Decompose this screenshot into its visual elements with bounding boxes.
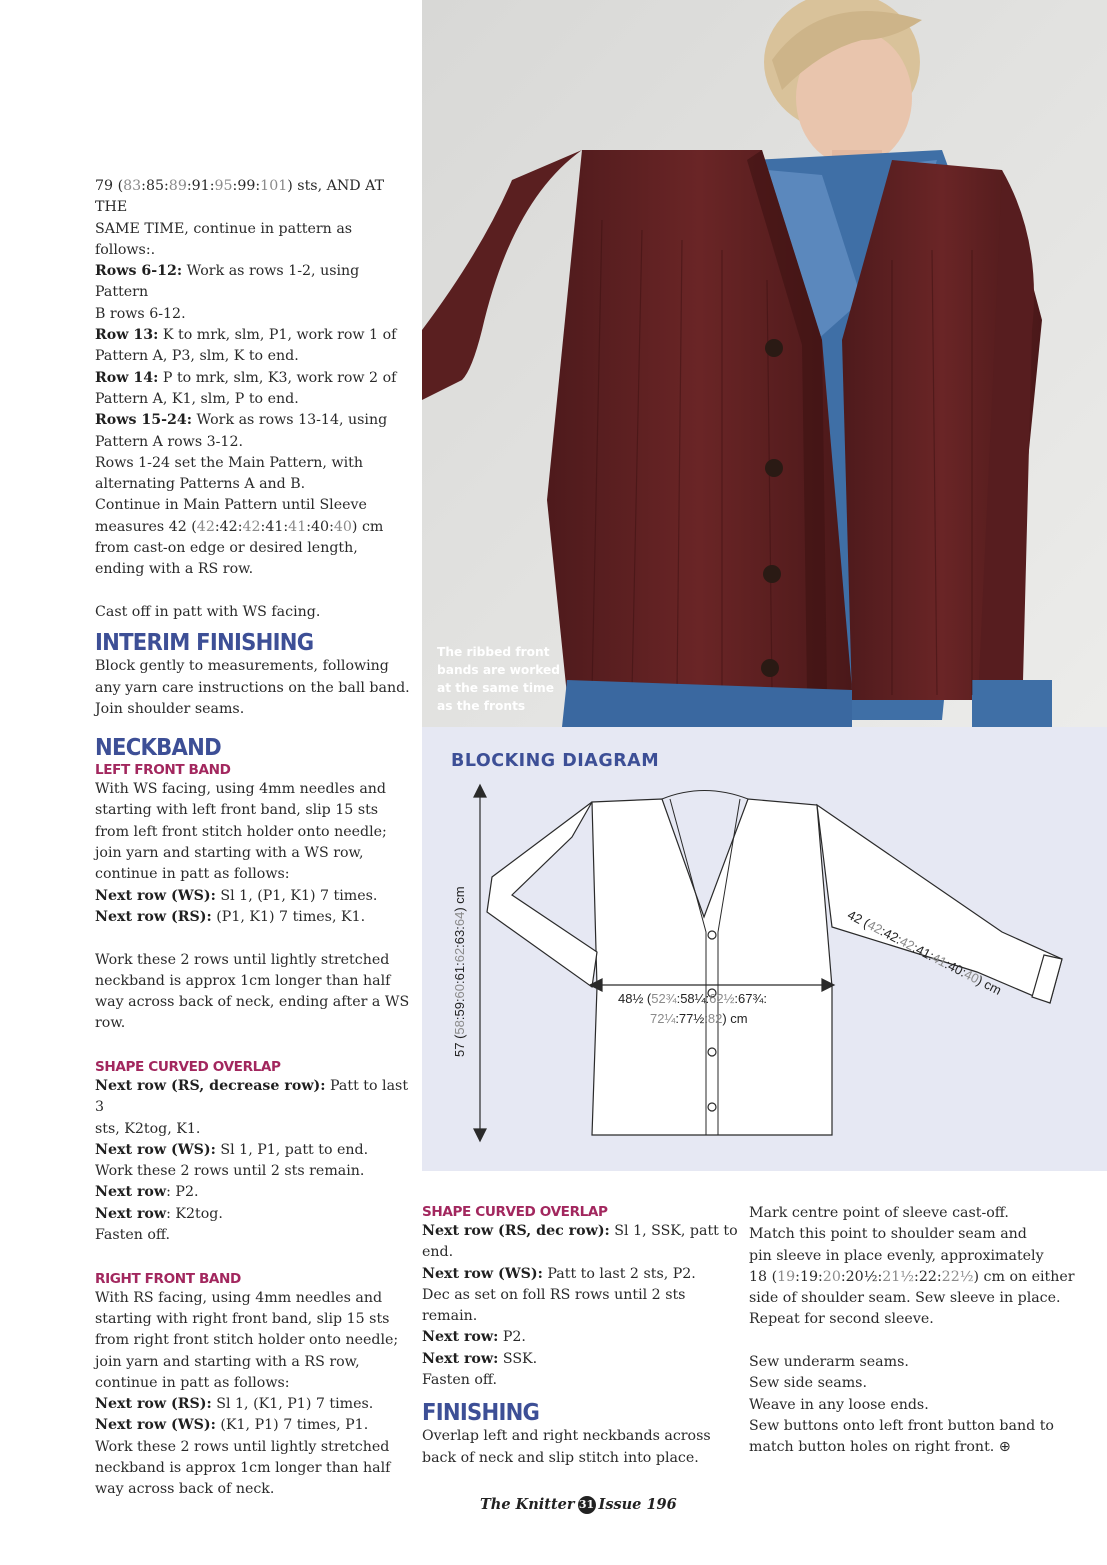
page-number: 31 <box>578 1496 596 1514</box>
blocking-diagram <box>422 727 1107 1171</box>
mc-p2-row: Next row: P2. <box>422 1329 526 1346</box>
length-label: 57 (58:59:60:61:62:63:64) cm <box>452 886 467 1057</box>
blocking-diagram-title: BLOCKING DIAGRAM <box>451 751 660 771</box>
width-label: 48½ (52¾:58¼:62½:67¾: 72¼:77½:82) cm <box>618 991 767 1026</box>
shape-curved-overlap-heading: SHAPE CURVED OVERLAP <box>95 1058 281 1075</box>
cardigan-photo-illustration <box>422 0 1107 727</box>
button-4 <box>708 1103 716 1111</box>
model-photo <box>422 0 1107 727</box>
button-1 <box>708 931 716 939</box>
neckband-heading: NECKBAND <box>95 735 221 762</box>
intro-line: 79 (83:85:89:91:95:99:101) sts, AND AT THE <box>95 178 385 216</box>
mc-ws-row: Next row (WS): Patt to last 2 sts, P2. <box>422 1265 696 1282</box>
sleeve-measure-line: measures 42 (42:42:42:41:41:40:40) cm <box>95 518 384 535</box>
page-footer: The Knitter 31 Issue 196 <box>480 1496 677 1513</box>
cast-off-line: Cast off in patt with WS facing. <box>95 603 321 620</box>
right-column: Mark centre point of sleeve cast-off. Match this point to shoulder seam and pin sleeve in place evenly, approximately 18 (19:19:20:20½:21½:22:22½) cm on either side of shoulder seam. Sew sleeve in place. Repeat for second sleeve. Sew underarm seams. Sew side seams. Weave in any loose ends. Sew buttons onto left front button band to match button holes on right front. ⊕ <box>749 1203 1079 1459</box>
mc-ssk-row: Next row: SSK. <box>422 1350 538 1367</box>
shape-curved-overlap-heading-2: SHAPE CURVED OVERLAP <box>422 1204 608 1220</box>
row-15-24: Rows 15-24: Work as rows 13-14, using <box>95 412 388 429</box>
mc-dec-row: Next row (RS, dec row): Sl 1, SSK, patt to <box>422 1223 738 1239</box>
lf-next-ws: Next row (WS): Sl 1, (P1, K1) 7 times. <box>95 887 378 904</box>
rf-next-rs: Next row (RS): Sl 1, (K1, P1) 7 times. <box>95 1396 374 1413</box>
sc-p2-row: Next row: P2. <box>95 1184 199 1201</box>
right-front-band-heading: RIGHT FRONT BAND <box>95 1270 241 1287</box>
row-13: Row 13: K to mrk, slm, P1, work row 1 of <box>95 327 397 344</box>
cardigan-schematic <box>422 727 1107 1171</box>
lf-next-rs: Next row (RS): (P1, K1) 7 times, K1. <box>95 908 366 925</box>
end-mark-icon: ⊕ <box>998 1439 1011 1456</box>
finishing-heading: FINISHING <box>422 1400 540 1427</box>
middle-column: SHAPE CURVED OVERLAP Next row (RS, dec row): Sl 1, SSK, patt to end. Next row (WS): Patt to last 2 sts, P2. Dec as set on foll RS rows until 2 sts remain. Next row: P2. Next row: SSK. Fasten off. FINISHING Overlap left and right neckbands across back of neck and slip stitch into place. <box>422 1203 742 1469</box>
row-6-12: Rows 6-12: Work as rows 1-2, using Pattern <box>95 263 360 301</box>
rf-next-ws: Next row (WS): (K1, P1) 7 times, P1. <box>95 1417 369 1434</box>
sleeve-length-label: 42 (42:42:42:41:41:40:40) cm <box>845 907 1005 998</box>
sc-k2tog-row: Next row: K2tog. <box>95 1205 223 1222</box>
sc-ws-row: Next row (WS): Sl 1, P1, patt to end. <box>95 1141 369 1158</box>
left-column: 79 (83:85:89:91:95:99:101) sts, AND AT THE SAME TIME, continue in pattern as follows:. Rows 6-12: Work as rows 1-2, using Pattern B rows 6-12. Row 13: K to mrk, slm, P1, work row 1 of Pattern A, P3, slm, K to end. Row 14: P to mrk, slm, K3, work row 2 of Pattern A, K1, slm, P to end. Rows 15-24: Work as rows 13-14, using Pattern A rows 3-12. Rows 1-24 set the Main Pattern, with alternating Patterns A and B. Continue in Main Pattern until Sleeve measures 42 (42:42:42:41:41:40:40) cm from cast-on edge or desired length, ending with a RS row. Cast off in patt with WS facing. INTERIM FINISHING Block gently to measurements, following any yarn care instructions on the ball band. Join shoulder seams. NECKBAND LEFT FRONT BAND With WS facing, using 4mm needles and starting with left front band, slip 15 sts from left front stitch holder onto needle; join yarn and starting with a WS row, continue in patt as follows: Next row (WS): Sl 1, (P1, K1) 7 times. Next row (RS): (P1, K1) 7 times, K1. Work these 2 rows until lightly stretched neckband is approx 1cm longer than half way across back of neck, ending after a WS row. SHAPE CURVED OVERLAP Next row (RS, decrease row): Patt to last 3 sts, K2tog, K1. Next row (WS): Sl 1, P1, patt to end. Work these 2 rows until 2 sts remain. Next row: P2. Next row: K2tog. Fasten off. RIGHT FRONT BAND With RS facing, using 4mm needles and starting with right front band, slip 15 sts from right front stitch holder onto needle; join yarn and starting with a RS row, continue in patt as follows: Next row (RS): Sl 1, (K1, P1) 7 times. Next row (WS): (K1, P1) 7 times, P1. Work these 2 rows until lightly stretched neckband is approx 1cm longer than half way across back of neck. <box>95 176 415 1501</box>
left-front-band-heading: LEFT FRONT BAND <box>95 762 231 779</box>
row-14: Row 14: P to mrk, slm, K3, work row 2 of <box>95 369 397 386</box>
sc-dec-row: Next row (RS, decrease row): Patt to last 3 <box>95 1077 409 1116</box>
interim-finishing-heading: INTERIM FINISHING <box>95 630 314 657</box>
shoulder-measure-line: 18 (19:19:20:20½:21½:22:22½) cm on either <box>749 1268 1075 1285</box>
photo-caption: The ribbed front bands are worked at the same time as the fronts <box>437 645 560 713</box>
button-3 <box>708 1048 716 1056</box>
